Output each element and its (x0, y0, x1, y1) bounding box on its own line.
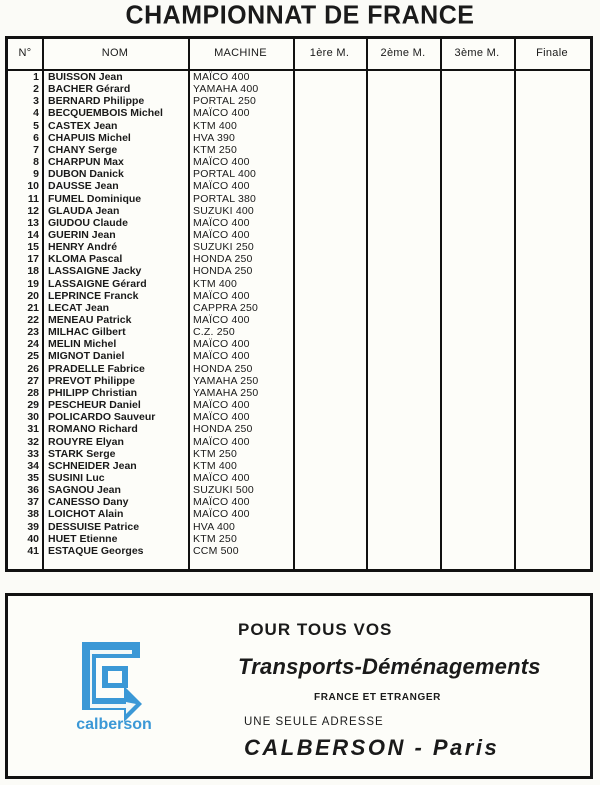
row-number: 39 (27, 520, 39, 533)
row-number: 31 (27, 423, 39, 436)
row-number: 18 (27, 265, 39, 278)
rider-machine: PORTAL 400 (193, 168, 257, 181)
rider-machine: SUZUKI 400 (193, 204, 254, 217)
rider-machine: KTM 400 (193, 459, 237, 472)
rider-machine: HONDA 250 (193, 423, 253, 436)
table-row (8, 436, 590, 448)
rider-machine: MAÏCO 400 (193, 338, 250, 351)
rider-name: CHARPUN Max (48, 156, 124, 169)
ad-coverage: FRANCE ET ETRANGER (314, 692, 441, 703)
rider-machine: HONDA 250 (193, 362, 253, 375)
table-row (8, 363, 590, 375)
rider-name: BACHER Gérard (48, 83, 131, 96)
row-number: 33 (27, 447, 39, 460)
rider-name: KLOMA Pascal (48, 253, 123, 266)
header-run2: 2ème M. (380, 47, 426, 59)
rider-machine: MAÏCO 400 (193, 411, 250, 424)
rider-name: BUISSON Jean (48, 71, 123, 83)
rider-name: SUSINI Luc (48, 471, 105, 484)
row-number: 29 (27, 399, 39, 412)
rider-name: PREVOT Philippe (48, 374, 135, 387)
row-number: 10 (27, 180, 39, 193)
ad-company: CALBERSON - Paris (244, 735, 500, 760)
rider-name: CANESSO Dany (48, 496, 129, 509)
rider-name: GUERIN Jean (48, 228, 116, 241)
rider-name: SAGNOU Jean (48, 484, 121, 497)
row-number: 25 (27, 350, 39, 363)
rider-name: DESSUISE Patrice (48, 520, 140, 533)
table-header (8, 39, 590, 71)
table-row (8, 168, 590, 180)
table-row (8, 350, 590, 362)
table-row (8, 411, 590, 423)
row-number: 14 (27, 228, 39, 241)
row-number: 34 (27, 459, 39, 472)
rider-name: GIUDOU Claude (48, 216, 128, 229)
row-number: 41 (27, 544, 39, 557)
table-row (8, 229, 590, 241)
rider-name: FUMEL Dominique (48, 192, 142, 205)
rider-name: CASTEX Jean (48, 119, 118, 132)
row-number: 8 (33, 156, 39, 169)
rider-machine: MAÏCO 400 (193, 496, 250, 509)
rider-machine: MAÏCO 400 (193, 180, 250, 193)
table-row (8, 302, 590, 314)
header-run3: 3ème M. (454, 47, 500, 59)
rider-machine: MAÏCO 400 (193, 314, 250, 326)
row-number: 38 (27, 508, 39, 521)
table-row (8, 533, 590, 545)
rider-machine: MAÏCO 400 (193, 471, 250, 484)
rider-machine: MAÏCO 400 (193, 508, 250, 521)
header-run1: 1ère M. (309, 47, 350, 59)
row-number: 37 (27, 496, 39, 509)
table-row (8, 326, 590, 338)
row-number: 2 (33, 83, 39, 96)
table-row (8, 521, 590, 533)
rider-name: MENEAU Patrick (48, 314, 132, 326)
row-number: 6 (33, 131, 39, 144)
rider-machine: CAPPRA 250 (193, 301, 259, 314)
row-number: 1 (33, 71, 39, 83)
row-number: 36 (27, 484, 39, 497)
row-number: 17 (27, 253, 39, 266)
table-row (8, 387, 590, 399)
row-number: 22 (27, 314, 39, 326)
row-number: 15 (27, 241, 39, 254)
rider-name: BECQUEMBOIS Michel (48, 107, 163, 120)
rider-name: BERNARD Philippe (48, 95, 145, 108)
rider-name: MIGNOT Daniel (48, 350, 125, 363)
rider-name: GLAUDA Jean (48, 204, 120, 217)
table-row (8, 484, 590, 496)
rider-machine: SUZUKI 250 (193, 241, 254, 254)
table-row (8, 241, 590, 253)
rider-name: DAUSSE Jean (48, 180, 119, 193)
rider-name: MILHAC Gilbert (48, 326, 126, 339)
row-number: 32 (27, 435, 39, 448)
header-final: Finale (536, 47, 568, 59)
rider-name: PESCHEUR Daniel (48, 399, 141, 412)
rider-name: PHILIPP Christian (48, 386, 138, 399)
table-row (8, 193, 590, 205)
table-row (8, 265, 590, 277)
table-row (8, 460, 590, 472)
rider-machine: KTM 250 (193, 447, 237, 460)
rider-name: LEPRINCE Franck (48, 289, 139, 302)
rider-machine: C.Z. 250 (193, 326, 235, 339)
table-row (8, 180, 590, 192)
rider-name: CHANY Serge (48, 143, 118, 156)
row-number: 19 (27, 277, 39, 290)
table-row (8, 278, 590, 290)
table-row (8, 472, 590, 484)
results-table (5, 36, 593, 572)
ad-service: Transports-Déménagements (238, 654, 541, 679)
row-number: 30 (27, 411, 39, 424)
table-row (8, 156, 590, 168)
row-number: 40 (27, 532, 39, 545)
table-row (8, 496, 590, 508)
row-number: 24 (27, 338, 39, 351)
rider-name: POLICARDO Sauveur (48, 411, 156, 424)
rider-machine: MAÏCO 400 (193, 107, 250, 120)
rider-machine: YAMAHA 250 (193, 374, 259, 387)
rider-machine: YAMAHA 400 (193, 83, 259, 96)
ad-headline: POUR TOUS VOS (238, 620, 393, 639)
table-row (8, 375, 590, 387)
rider-name: MELIN Michel (48, 338, 117, 351)
table-row (8, 83, 590, 95)
table-row (8, 314, 590, 326)
row-number: 3 (33, 95, 39, 108)
rider-machine: MAÏCO 400 (193, 289, 250, 302)
rider-name: CHAPUIS Michel (48, 131, 131, 144)
header-machine: MACHINE (214, 47, 267, 59)
row-number: 21 (27, 301, 39, 314)
rider-machine: HVA 400 (193, 520, 236, 533)
table-row (8, 545, 590, 557)
rider-name: PRADELLE Fabrice (48, 362, 145, 375)
row-number: 20 (27, 289, 39, 302)
table-row (8, 217, 590, 229)
rider-machine: KTM 250 (193, 532, 237, 545)
rider-machine: KTM 400 (193, 119, 237, 132)
row-number: 9 (33, 168, 39, 181)
header-name: NOM (101, 47, 129, 59)
rider-name: STARK Serge (48, 447, 116, 460)
row-number: 23 (27, 326, 39, 339)
table-row (8, 120, 590, 132)
rider-machine: YAMAHA 250 (193, 386, 259, 399)
rider-name: LASSAIGNE Jacky (48, 265, 142, 278)
row-number: 26 (27, 362, 39, 375)
rider-machine: PORTAL 380 (193, 192, 257, 205)
rider-name: LOICHOT Alain (48, 508, 124, 521)
row-number: 13 (27, 216, 39, 229)
rider-machine: PORTAL 250 (193, 95, 257, 108)
table-row (8, 144, 590, 156)
logo-wordmark: calberson (76, 716, 152, 733)
table-row (8, 71, 590, 83)
rider-machine: MAÏCO 400 (193, 71, 250, 83)
table-row (8, 338, 590, 350)
table-row (8, 132, 590, 144)
table-row (8, 448, 590, 460)
rider-machine: MAÏCO 400 (193, 399, 250, 412)
rider-name: LASSAIGNE Gérard (48, 277, 147, 290)
row-number: 27 (27, 374, 39, 387)
rider-machine: KTM 250 (193, 143, 237, 156)
row-number: 4 (33, 107, 39, 120)
rider-machine: MAÏCO 400 (193, 216, 250, 229)
rider-machine: MAÏCO 400 (193, 228, 250, 241)
table-row (8, 205, 590, 217)
header-num: N° (18, 47, 32, 59)
rider-name: ESTAQUE Georges (48, 544, 144, 557)
calberson-logo-icon (64, 628, 164, 728)
row-number: 7 (33, 143, 39, 156)
rider-name: HUET Etienne (48, 532, 118, 545)
advertisement (5, 593, 593, 779)
rider-machine: SUZUKI 500 (193, 484, 254, 497)
rider-machine: CCM 500 (193, 544, 239, 557)
row-number: 11 (27, 192, 39, 205)
table-row (8, 290, 590, 302)
table-row (8, 95, 590, 107)
table-row (8, 508, 590, 520)
rider-name: LECAT Jean (48, 301, 110, 314)
row-number: 5 (33, 119, 39, 132)
ad-address-label: UNE SEULE ADRESSE (244, 716, 384, 728)
rider-machine: HONDA 250 (193, 265, 253, 278)
rider-name: HENRY André (48, 241, 118, 254)
row-number: 28 (27, 386, 39, 399)
rider-machine: MAÏCO 400 (193, 350, 250, 363)
table-row (8, 253, 590, 265)
rider-machine: HVA 390 (193, 131, 236, 144)
page-title: CHAMPIONNAT DE FRANCE (125, 0, 475, 30)
row-number: 12 (27, 204, 39, 217)
table-row (8, 399, 590, 411)
rider-machine: MAÏCO 400 (193, 156, 250, 169)
table-row (8, 423, 590, 435)
rider-name: ROMANO Richard (48, 423, 138, 436)
rider-name: ROUYRE Elyan (48, 435, 124, 448)
row-number: 35 (27, 471, 39, 484)
rider-name: DUBON Danick (48, 168, 124, 181)
rider-machine: HONDA 250 (193, 253, 253, 266)
table-row (8, 107, 590, 119)
rider-machine: KTM 400 (193, 277, 237, 290)
rider-name: SCHNEIDER Jean (48, 459, 137, 472)
rider-machine: MAÏCO 400 (193, 435, 250, 448)
